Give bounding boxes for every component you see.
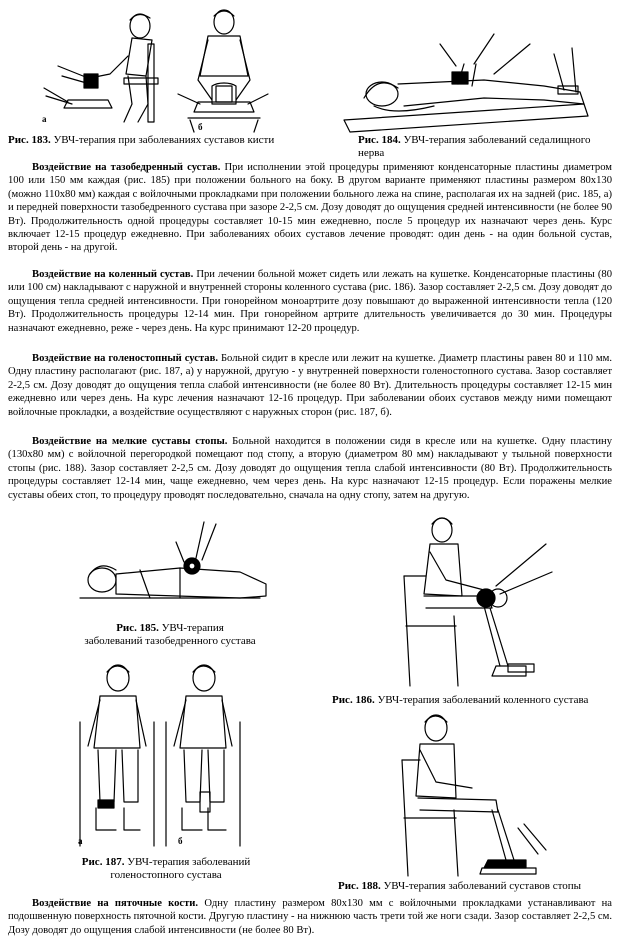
paragraph-ankle: Воздействие на голеностопный сустав. Больной сидит в кресле или лежит на кушетке. Диаметр пластины равен 80 и 110 мм. Одну пластину располагают (рис. 187, а) у наружной, другую - у внутренней поверхности голеностопного сустава. Зазор составляет 2-2,5 см. Дозу доводят до ощущения тепла слабой интенсивности (не более 80 Вт). Длительность процедуры составляет 12-15 мин ежедневно или через день. На курс лечения назначают 12-16 процедур. При заболевании обоих суставов между ними помещают войлочные прокладки, а воздействие осуществляют с наружных сторон (рис. 187, б). (8, 353, 612, 418)
figure-185-illustration (80, 522, 270, 614)
patient-187b (166, 665, 240, 846)
patient-front-right (178, 10, 268, 132)
figure-186-illustration (396, 516, 556, 688)
figure-184-caption: Рис. 184. УВЧ-терапия заболеваний седалищного нерва (358, 134, 591, 159)
figure-183-illustration (28, 4, 278, 134)
figure-187-caption: Рис. 187. УВЧ-терапия заболеваний голеностопного сустава (81, 856, 251, 881)
figure-183-sub-b: б (198, 122, 203, 132)
figure-184-illustration (344, 34, 594, 134)
figure-186-caption: Рис. 186. УВЧ-терапия заболеваний коленного сустава (332, 694, 589, 706)
figure-187-illustration (76, 662, 246, 852)
figure-187-sub-a: а (78, 836, 83, 846)
figure-187-sub-b: б (178, 836, 183, 846)
figure-188-illustration (396, 710, 566, 878)
patient-profile-left (42, 14, 158, 124)
paragraph-heel: Воздействие на пяточные кости. Одну пластину размером 80х130 мм с войлочными прокладками устанавливают на подошвенную поверхность пяточной кости. Другую пластину - на нижнюю часть трети той же ноги сзади. Зазор составляет 2-2,5 см. Дозу доводят до ощущения слабой интенсивности (не более 80 Вт). (8, 898, 613, 936)
paragraph-foot: Воздействие на мелкие суставы стопы. Больной находится в положении сидя в кресле или на кушетке. Одну пластину (130х80 мм) с войлочной перегородкой помещают под стопу, а вторую (диаметром 80 мм) накладывают у тыльной поверхности стопы (рис. 188). Зазор составляет 2-2,5 см. Дозу доводят до ощущения тепла слабой интенсивности (80 Вт). Продолжительность процедуры составляет 12-14 мин, чаще ежедневно, чем через день. На курс назначают 12-15 процедур. Если поражены мелкие суставы обеих стоп, то процедуру проводят последовательно, сначала на одну стопу, затем на другую. (8, 436, 612, 501)
figure-188-caption: Рис. 188. УВЧ-терапия заболеваний суставов стопы (338, 880, 582, 892)
figure-183-caption: Рис. 183. УВЧ-терапия при заболеваниях суставов кисти (8, 134, 275, 146)
figure-183-sub-a: а (42, 114, 47, 124)
paragraph-knee: Воздействие на коленный сустав. При лечении больной может сидеть или лежать на кушетке. Конденсаторные пластины (80 или 100 см) накладывают с наружной и внутренней стороны коленного сустава (рис. 186). Зазор составляет 2-2,5 см. Дозу доводят до ощущения тепла средней интенсивности. При гонорейном моноартрите дозу повышают до выраженной интенсивности тепла (120 Вт). Продолжительность процедуры 12-14 мин. При гонорейном артрите длительность увеличивается до 30 мин. Процедуры назначают ежедневно, реже - через день. На курс принимают 12-20 процедур. (8, 269, 612, 334)
paragraph-hip: Воздействие на тазобедренный сустав. При исполнении этой процедуры применяют конденсаторные пластины диаметром 100 или 150 мм каждая (рис. 185) при положении больного на боку. В другом варианте применяют пластины размером 80х130 (можно 110х80 мм) каждая с войлочными прокладками при положении больного лежа на спине, располагая их на задней (рис. 185, а) и передней поверхности тазобедренного сустава при зазоре 2-2,5 см. Дозу доводят до ощущения средней интенсивности (не более 90 Вт). Продолжительность одной процедуры составляет 10-15 мин ежедневно, после 5 процедур их назначают через день. Курс включает 12-15 процедур ежедневно. При заболеваниях обоих суставов лечение проводят: один день - на один больной сустав, второй день - на другой. (8, 162, 613, 254)
figure-185-caption: Рис. 185. УВЧ-терапия заболеваний тазобедренного сустава (84, 622, 256, 647)
patient-187a (78, 665, 154, 846)
